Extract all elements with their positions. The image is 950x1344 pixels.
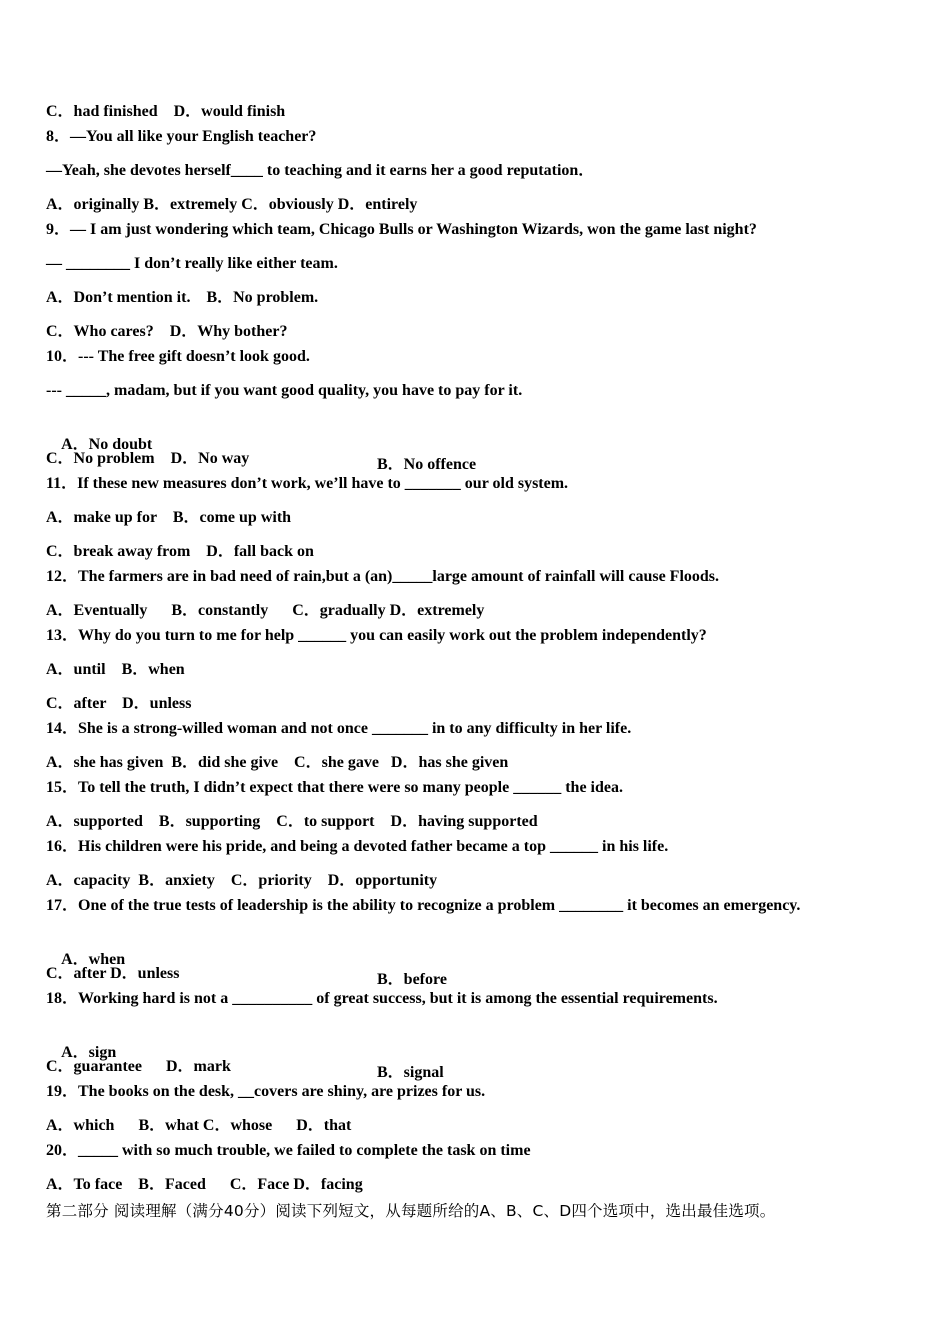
line-text: C．after D．unless bbox=[46, 965, 180, 982]
line-text: A．Don’t mention it. B．No problem. bbox=[46, 289, 319, 306]
line-text: A．make up for B．come up with bbox=[46, 509, 292, 526]
line-text: 18．Working hard is not a __________ of great success, but it is among the essential requirements. bbox=[46, 990, 718, 1007]
option-b: B．signal bbox=[377, 1064, 444, 1081]
option-a: A．sign bbox=[61, 1044, 117, 1061]
q10-reply bbox=[46, 381, 522, 401]
line-text: C．break away from D．fall back on bbox=[46, 543, 314, 560]
line-text: 10．--- The free gift doesn’t look good. bbox=[46, 348, 310, 365]
q8-options bbox=[46, 195, 417, 215]
line-text: —Yeah, she devotes herself____ to teaching and it earns her a good reputation． bbox=[46, 162, 595, 179]
line-text: C．No problem D．No way bbox=[46, 450, 250, 467]
q15-prompt bbox=[46, 778, 623, 798]
line-text: A．Eventually B．constantly C．gradually D．extremely bbox=[46, 602, 485, 619]
q14-options bbox=[46, 753, 508, 773]
line-text: C．after D．unless bbox=[46, 695, 192, 712]
line-text: A．originally B．extremely C．obviously D．entirely bbox=[46, 196, 418, 213]
q16-prompt bbox=[46, 837, 668, 857]
line-text: 20．_____ with so much trouble, we failed to complete the task on time bbox=[46, 1142, 531, 1159]
q17-prompt bbox=[46, 896, 800, 916]
line-text: 8．—You all like your English teacher? bbox=[46, 128, 317, 145]
q17-options-cd bbox=[46, 964, 179, 984]
q13-options-cd bbox=[46, 694, 191, 714]
q9-options-cd bbox=[46, 322, 287, 342]
line-text: 11．If these new measures don’t work, we’ll have to _______ our old system. bbox=[46, 475, 569, 492]
q14-prompt bbox=[46, 719, 631, 739]
q15-options bbox=[46, 812, 538, 832]
line-text: A．capacity B．anxiety C．priority D．opportunity bbox=[46, 872, 438, 889]
q10-prompt bbox=[46, 347, 310, 367]
line-text: — ________ I don’t really like either team. bbox=[46, 255, 338, 272]
q18-options-cd bbox=[46, 1057, 231, 1077]
q9-prompt bbox=[46, 220, 757, 240]
line-text: 16．His children were his pride, and being a devoted father became a top ______ in his life. bbox=[46, 838, 669, 855]
line-text: 9．— I am just wondering which team, Chicago Bulls or Washington Wizards, won the game last night? bbox=[46, 221, 757, 238]
line-text: A．supported B．supporting C．to support D．having supported bbox=[46, 813, 538, 830]
q16-options bbox=[46, 871, 437, 891]
line-text: 15．To tell the truth, I didn’t expect that there were so many people ______ the idea. bbox=[46, 779, 623, 796]
q13-prompt bbox=[46, 626, 707, 646]
line-text: A．which B．what C．whose D．that bbox=[46, 1117, 352, 1134]
q10-options-cd bbox=[46, 449, 249, 469]
line-text: 第二部分 阅读理解（满分40分）阅读下列短文，从每题所给的A、B、C、D四个选项中，选出最佳选项。 bbox=[46, 1202, 776, 1220]
line-text: 19．The books on the desk, __covers are shiny, are prizes for us. bbox=[46, 1083, 486, 1100]
option-b: B．before bbox=[377, 971, 447, 988]
q9-reply bbox=[46, 254, 338, 274]
line-text: 14．She is a strong-willed woman and not once _______ in to any difficulty in her life. bbox=[46, 720, 632, 737]
q12-prompt bbox=[46, 567, 719, 587]
q9-options-ab bbox=[46, 288, 318, 308]
q13-options-ab bbox=[46, 660, 185, 680]
q19-prompt bbox=[46, 1082, 485, 1102]
line-text: 17．One of the true tests of leadership is the ability to recognize a problem ________ it becomes an emergency. bbox=[46, 897, 801, 914]
line-text: C．Who cares? D．Why bother? bbox=[46, 323, 288, 340]
line-text: 13．Why do you turn to me for help ______ you can easily work out the problem independently? bbox=[46, 627, 707, 644]
q8-reply bbox=[46, 161, 594, 181]
line-text: 12．The farmers are in bad need of rain,but a (an)_____large amount of rainfall will cause Floods. bbox=[46, 568, 720, 585]
q11-options-cd bbox=[46, 542, 314, 562]
line-text: A．To face B．Faced C．Face D．facing bbox=[46, 1176, 363, 1193]
q19-options bbox=[46, 1116, 351, 1136]
q7-options-cd bbox=[46, 102, 285, 122]
option-a: A．when bbox=[61, 951, 126, 968]
line-text: --- _____, madam, but if you want good quality, you have to pay for it. bbox=[46, 382, 523, 399]
line-text: C．guarantee D．mark bbox=[46, 1058, 231, 1075]
line-text: C．had finished D．would finish bbox=[46, 103, 286, 120]
q18-prompt bbox=[46, 989, 718, 1009]
q11-options-ab bbox=[46, 508, 291, 528]
line-text: A．she has given B．did she give C．she gave D．has she given bbox=[46, 754, 509, 771]
q12-options bbox=[46, 601, 484, 621]
section-heading-reading bbox=[46, 1201, 775, 1221]
q8-prompt bbox=[46, 127, 316, 147]
option-b: B．No offence bbox=[377, 456, 477, 473]
line-text: A．until B．when bbox=[46, 661, 185, 678]
option-a: A．No doubt bbox=[61, 436, 153, 453]
q20-prompt bbox=[46, 1141, 531, 1161]
q11-prompt bbox=[46, 474, 568, 494]
q20-options bbox=[46, 1175, 363, 1195]
